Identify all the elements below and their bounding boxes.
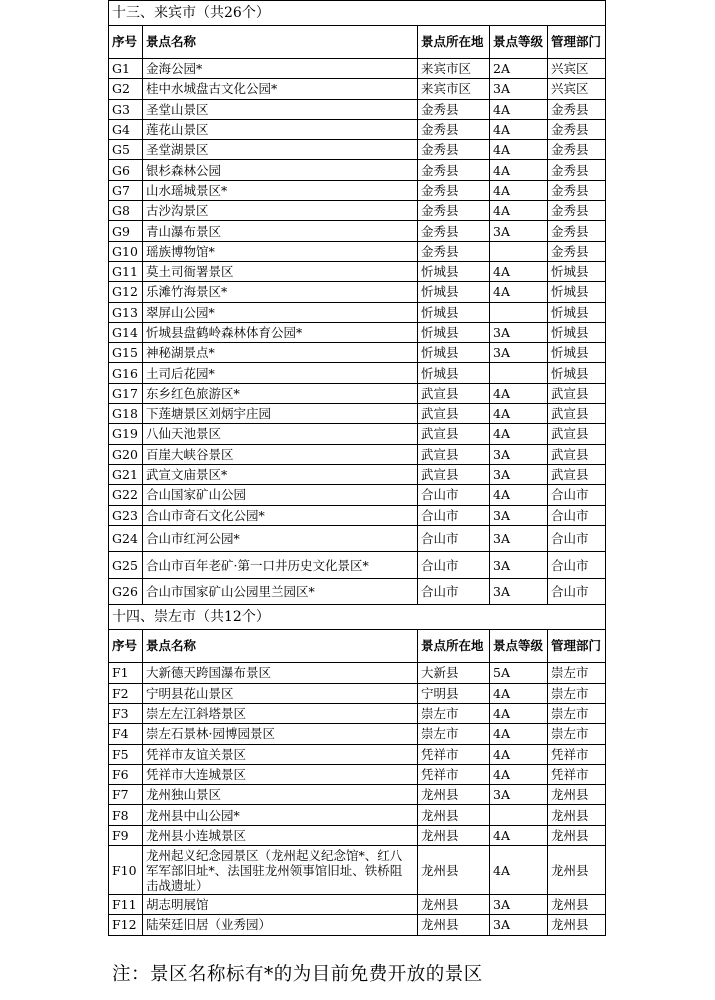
location-cell: 合山市	[418, 525, 490, 552]
table-row	[109, 79, 606, 99]
column-header: 景点所在地	[418, 630, 490, 663]
name-cell: 圣堂山景区	[143, 99, 418, 119]
serial-cell: G16	[109, 363, 143, 383]
table-row	[109, 683, 606, 703]
table-row	[109, 895, 606, 915]
department-cell: 武宣县	[548, 464, 606, 484]
name-cell: 银杉森林公园	[143, 160, 418, 180]
serial-cell: G23	[109, 505, 143, 525]
serial-cell: G18	[109, 404, 143, 424]
grade-cell: 4A	[490, 119, 548, 139]
department-cell: 龙州县	[548, 785, 606, 805]
serial-cell: F9	[109, 825, 143, 845]
name-cell: 崇左左江斜塔景区	[143, 703, 418, 723]
name-cell: 八仙天池景区	[143, 424, 418, 444]
location-cell: 忻城县	[418, 261, 490, 281]
table-row	[109, 915, 606, 935]
department-cell: 金秀县	[548, 241, 606, 261]
serial-cell: G2	[109, 79, 143, 99]
grade-cell: 3A	[490, 322, 548, 342]
department-cell: 龙州县	[548, 825, 606, 845]
grade-cell: 4A	[490, 160, 548, 180]
name-cell: 忻城县盘鹤岭森林体育公园*	[143, 322, 418, 342]
name-cell: 莫土司衙署景区	[143, 261, 418, 281]
serial-cell: F10	[109, 846, 143, 895]
department-cell: 合山市	[548, 505, 606, 525]
serial-cell: G25	[109, 552, 143, 579]
table-row	[109, 464, 606, 484]
name-cell: 龙州县中山公园*	[143, 805, 418, 825]
table-row	[109, 404, 606, 424]
column-header: 景点名称	[143, 630, 418, 663]
table-body	[109, 1, 606, 936]
department-cell: 金秀县	[548, 160, 606, 180]
serial-cell: G11	[109, 261, 143, 281]
header-row	[109, 26, 606, 59]
serial-cell: G22	[109, 485, 143, 505]
name-cell: 下莲塘景区刘炳宇庄园	[143, 404, 418, 424]
table-row	[109, 444, 606, 464]
table-row	[109, 825, 606, 845]
grade-cell: 2A	[490, 59, 548, 79]
department-cell: 凭祥市	[548, 744, 606, 764]
grade-cell: 4A	[490, 424, 548, 444]
grade-cell: 3A	[490, 578, 548, 605]
column-header: 管理部门	[548, 630, 606, 663]
table-row	[109, 261, 606, 281]
section-title-row	[109, 605, 606, 630]
serial-cell: G8	[109, 201, 143, 221]
name-cell: 东乡红色旅游区*	[143, 383, 418, 403]
grade-cell: 4A	[490, 724, 548, 744]
table-row	[109, 552, 606, 579]
location-cell: 崇左市	[418, 703, 490, 723]
table-row	[109, 805, 606, 825]
serial-cell: F3	[109, 703, 143, 723]
department-cell: 龙州县	[548, 846, 606, 895]
table-row	[109, 505, 606, 525]
grade-cell: 3A	[490, 505, 548, 525]
section-title: 十四、崇左市（共12个）	[109, 605, 606, 630]
location-cell: 大新县	[418, 663, 490, 683]
department-cell: 崇左市	[548, 663, 606, 683]
table-row	[109, 201, 606, 221]
department-cell: 合山市	[548, 525, 606, 552]
name-cell: 翠屏山公园*	[143, 302, 418, 322]
location-cell: 凭祥市	[418, 744, 490, 764]
name-cell: 大新德天跨国瀑布景区	[143, 663, 418, 683]
table-row	[109, 525, 606, 552]
name-cell: 瑶族博物馆*	[143, 241, 418, 261]
department-cell: 武宣县	[548, 404, 606, 424]
serial-cell: G13	[109, 302, 143, 322]
department-cell: 合山市	[548, 552, 606, 579]
location-cell: 武宣县	[418, 383, 490, 403]
location-cell: 龙州县	[418, 825, 490, 845]
table-row	[109, 241, 606, 261]
serial-cell: F8	[109, 805, 143, 825]
grade-cell: 3A	[490, 79, 548, 99]
grade-cell: 4A	[490, 485, 548, 505]
name-cell: 合山市国家矿山公园里兰园区*	[143, 578, 418, 605]
table-row	[109, 663, 606, 683]
grade-cell: 3A	[490, 552, 548, 579]
department-cell: 兴宾区	[548, 79, 606, 99]
department-cell: 龙州县	[548, 915, 606, 935]
name-cell: 圣堂湖景区	[143, 140, 418, 160]
table-row	[109, 302, 606, 322]
name-cell: 古沙沟景区	[143, 201, 418, 221]
footnote: 注：景区名称标有*的为目前免费开放的景区	[112, 964, 483, 985]
name-cell: 合山市红河公园*	[143, 525, 418, 552]
grade-cell: 4A	[490, 261, 548, 281]
department-cell: 金秀县	[548, 99, 606, 119]
department-cell: 崇左市	[548, 683, 606, 703]
grade-cell: 3A	[490, 221, 548, 241]
grade-cell: 4A	[490, 683, 548, 703]
grade-cell: 4A	[490, 846, 548, 895]
header-row	[109, 630, 606, 663]
table-row	[109, 119, 606, 139]
location-cell: 金秀县	[418, 119, 490, 139]
department-cell: 武宣县	[548, 424, 606, 444]
serial-cell: G7	[109, 180, 143, 200]
grade-cell: 4A	[490, 140, 548, 160]
grade-cell: 5A	[490, 663, 548, 683]
scenic-spot-sheet	[108, 0, 605, 936]
name-cell: 桂中水城盘古文化公园*	[143, 79, 418, 99]
grade-cell: 3A	[490, 444, 548, 464]
table-row	[109, 724, 606, 744]
grade-cell: 4A	[490, 282, 548, 302]
department-cell: 金秀县	[548, 221, 606, 241]
location-cell: 忻城县	[418, 363, 490, 383]
location-cell: 武宣县	[418, 444, 490, 464]
grade-cell: 4A	[490, 703, 548, 723]
table-row	[109, 846, 606, 895]
column-header: 序号	[109, 26, 143, 59]
serial-cell: G1	[109, 59, 143, 79]
grade-cell: 3A	[490, 343, 548, 363]
table-row	[109, 99, 606, 119]
column-header: 景点等级	[490, 630, 548, 663]
department-cell: 兴宾区	[548, 59, 606, 79]
section-title: 十三、来宾市（共26个）	[109, 1, 606, 26]
table-row	[109, 383, 606, 403]
location-cell: 合山市	[418, 578, 490, 605]
name-cell: 龙州独山景区	[143, 785, 418, 805]
department-cell: 凭祥市	[548, 764, 606, 784]
grade-cell: 4A	[490, 764, 548, 784]
department-cell: 忻城县	[548, 363, 606, 383]
department-cell: 忻城县	[548, 261, 606, 281]
grade-cell: 3A	[490, 464, 548, 484]
name-cell: 崇左石景林·园博园景区	[143, 724, 418, 744]
grade-cell	[490, 805, 548, 825]
name-cell: 山水瑶城景区*	[143, 180, 418, 200]
department-cell: 金秀县	[548, 140, 606, 160]
name-cell: 青山瀑布景区	[143, 221, 418, 241]
location-cell: 合山市	[418, 485, 490, 505]
serial-cell: F2	[109, 683, 143, 703]
department-cell: 武宣县	[548, 383, 606, 403]
location-cell: 龙州县	[418, 895, 490, 915]
name-cell: 合山市奇石文化公园*	[143, 505, 418, 525]
serial-cell: G19	[109, 424, 143, 444]
location-cell: 凭祥市	[418, 764, 490, 784]
department-cell: 武宣县	[548, 444, 606, 464]
serial-cell: G15	[109, 343, 143, 363]
location-cell: 龙州县	[418, 805, 490, 825]
grade-cell: 4A	[490, 383, 548, 403]
department-cell: 崇左市	[548, 703, 606, 723]
serial-cell: F6	[109, 764, 143, 784]
location-cell: 金秀县	[418, 160, 490, 180]
location-cell: 合山市	[418, 505, 490, 525]
department-cell: 金秀县	[548, 180, 606, 200]
name-cell: 武宣文庙景区*	[143, 464, 418, 484]
department-cell: 忻城县	[548, 302, 606, 322]
serial-cell: G6	[109, 160, 143, 180]
location-cell: 来宾市区	[418, 79, 490, 99]
location-cell: 合山市	[418, 552, 490, 579]
location-cell: 忻城县	[418, 322, 490, 342]
table-row	[109, 221, 606, 241]
grade-cell	[490, 241, 548, 261]
grade-cell: 4A	[490, 201, 548, 221]
serial-cell: G12	[109, 282, 143, 302]
grade-cell	[490, 363, 548, 383]
column-header: 序号	[109, 630, 143, 663]
department-cell: 龙州县	[548, 805, 606, 825]
name-cell: 龙州起义纪念园景区（龙州起义纪念馆*、红八军军部旧址*、法国驻龙州领事馆旧址、铁桥阻击战遗址）	[143, 846, 418, 895]
table-row	[109, 180, 606, 200]
column-header: 景点名称	[143, 26, 418, 59]
serial-cell: F7	[109, 785, 143, 805]
serial-cell: G5	[109, 140, 143, 160]
serial-cell: G10	[109, 241, 143, 261]
grade-cell: 4A	[490, 180, 548, 200]
location-cell: 金秀县	[418, 201, 490, 221]
location-cell: 金秀县	[418, 180, 490, 200]
location-cell: 忻城县	[418, 343, 490, 363]
department-cell: 金秀县	[548, 119, 606, 139]
grade-cell: 3A	[490, 785, 548, 805]
location-cell: 金秀县	[418, 221, 490, 241]
column-header: 管理部门	[548, 26, 606, 59]
scenic-spot-table	[108, 0, 606, 936]
table-row	[109, 363, 606, 383]
department-cell: 合山市	[548, 578, 606, 605]
location-cell: 金秀县	[418, 241, 490, 261]
serial-cell: G9	[109, 221, 143, 241]
name-cell: 土司后花园*	[143, 363, 418, 383]
grade-cell	[490, 302, 548, 322]
location-cell: 武宣县	[418, 404, 490, 424]
column-header: 景点所在地	[418, 26, 490, 59]
serial-cell: G14	[109, 322, 143, 342]
name-cell: 合山国家矿山公园	[143, 485, 418, 505]
location-cell: 金秀县	[418, 99, 490, 119]
grade-cell: 3A	[490, 525, 548, 552]
name-cell: 凭祥市友谊关景区	[143, 744, 418, 764]
grade-cell: 4A	[490, 744, 548, 764]
table-row	[109, 785, 606, 805]
name-cell: 乐滩竹海景区*	[143, 282, 418, 302]
location-cell: 忻城县	[418, 282, 490, 302]
serial-cell: G21	[109, 464, 143, 484]
department-cell: 崇左市	[548, 724, 606, 744]
location-cell: 武宣县	[418, 424, 490, 444]
location-cell: 忻城县	[418, 302, 490, 322]
table-row	[109, 744, 606, 764]
department-cell: 忻城县	[548, 322, 606, 342]
name-cell: 百崖大峡谷景区	[143, 444, 418, 464]
table-row	[109, 764, 606, 784]
table-row	[109, 485, 606, 505]
serial-cell: G20	[109, 444, 143, 464]
serial-cell: G3	[109, 99, 143, 119]
grade-cell: 4A	[490, 825, 548, 845]
serial-cell: G24	[109, 525, 143, 552]
department-cell: 忻城县	[548, 282, 606, 302]
name-cell: 胡志明展馆	[143, 895, 418, 915]
grade-cell: 4A	[490, 99, 548, 119]
location-cell: 龙州县	[418, 915, 490, 935]
name-cell: 陆荣廷旧居（业秀园）	[143, 915, 418, 935]
serial-cell: F1	[109, 663, 143, 683]
department-cell: 龙州县	[548, 895, 606, 915]
name-cell: 凭祥市大连城景区	[143, 764, 418, 784]
table-row	[109, 322, 606, 342]
name-cell: 龙州县小连城景区	[143, 825, 418, 845]
name-cell: 神秘湖景点*	[143, 343, 418, 363]
table-row	[109, 343, 606, 363]
serial-cell: F12	[109, 915, 143, 935]
location-cell: 武宣县	[418, 464, 490, 484]
location-cell: 龙州县	[418, 846, 490, 895]
serial-cell: F11	[109, 895, 143, 915]
location-cell: 来宾市区	[418, 59, 490, 79]
column-header: 景点等级	[490, 26, 548, 59]
department-cell: 合山市	[548, 485, 606, 505]
grade-cell: 4A	[490, 404, 548, 424]
grade-cell: 3A	[490, 895, 548, 915]
table-row	[109, 282, 606, 302]
table-row	[109, 59, 606, 79]
serial-cell: G4	[109, 119, 143, 139]
serial-cell: G26	[109, 578, 143, 605]
location-cell: 金秀县	[418, 140, 490, 160]
serial-cell: F5	[109, 744, 143, 764]
section-title-row	[109, 1, 606, 26]
table-row	[109, 160, 606, 180]
location-cell: 宁明县	[418, 683, 490, 703]
department-cell: 金秀县	[548, 201, 606, 221]
name-cell: 宁明县花山景区	[143, 683, 418, 703]
name-cell: 合山市百年老矿·第一口井历史文化景区*	[143, 552, 418, 579]
grade-cell: 3A	[490, 915, 548, 935]
table-row	[109, 578, 606, 605]
name-cell: 莲花山景区	[143, 119, 418, 139]
department-cell: 忻城县	[548, 343, 606, 363]
serial-cell: F4	[109, 724, 143, 744]
name-cell: 金海公园*	[143, 59, 418, 79]
serial-cell: G17	[109, 383, 143, 403]
table-row	[109, 703, 606, 723]
location-cell: 崇左市	[418, 724, 490, 744]
location-cell: 龙州县	[418, 785, 490, 805]
table-row	[109, 424, 606, 444]
table-row	[109, 140, 606, 160]
